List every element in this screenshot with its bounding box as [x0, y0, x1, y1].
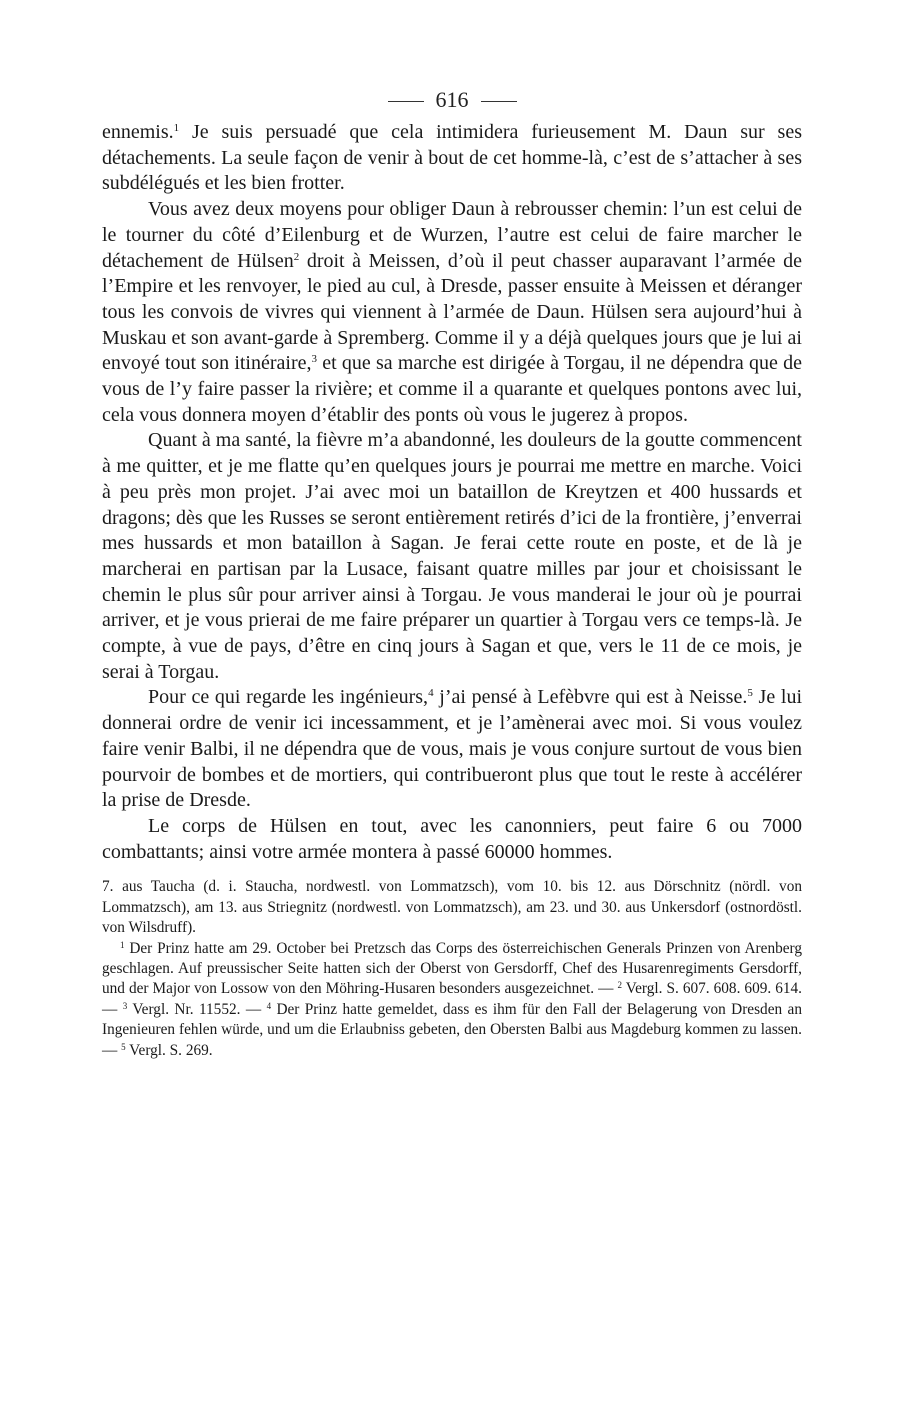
text-run: Vergl. S. 607. 608. 609. 614. —: [102, 980, 802, 1018]
text-run: Vergl. S. 269.: [125, 1041, 213, 1059]
text-run: Der Prinz hatte am 29. October bei Pretzsch das Corps des österreichischen Generals Prinzen von Arenberg geschlagen. Auf preussischer Seite hatten sich der Oberst von Gersdorff, Chef des Husarenregiments Gersdorff, und der Major von Lossow von den Möhring-Husaren besonders ausgezeichnet. —: [102, 939, 802, 998]
footnote-marker: 1: [120, 939, 125, 950]
text-run: Je suis persuadé que cela intimidera furieusement M. Daun sur ses détachements. La seule façon de venir à bout de cet homme-là, c’est de s’attacher à ses subdélégués et les bien frotter.: [102, 121, 802, 195]
footnote-marker: 5: [121, 1041, 126, 1052]
header-dash-left: [388, 101, 424, 102]
footnote-marker: 4: [428, 687, 434, 700]
body-paragraph: [102, 685, 802, 814]
body-paragraph: [102, 814, 802, 865]
text-run: Vergl. Nr. 11552. —: [127, 1000, 267, 1018]
text-run: j’ai pensé à Lefèbvre qui est à Neisse.: [433, 686, 748, 709]
running-header: [102, 82, 802, 118]
footnote-continuation: [102, 877, 802, 938]
text-run: et que sa marche est dirigée à Torgau, il ne dépendra que de vous de l’y faire passer la rivière; et comme il a quarante et quelques pontons avec lui, cela vous donnera moyen d’établir des ponts où vous le jugerez à propos.: [102, 352, 803, 426]
text-run: Le corps de Hülsen en tout, avec les canonniers, peut faire 6 ou 7000 combattants; ainsi votre armée montera à passé 60000 hommes.: [102, 814, 802, 863]
footnote-marker: 2: [293, 250, 300, 263]
footnote-marker: 3: [311, 353, 317, 366]
body-paragraph: [102, 428, 802, 685]
text-run: Je lui donnerai ordre de venir ici incessamment, et je l’amènerai avec moi. Si vous voulez faire venir Balbi, il ne dépendra que de vous, mais je vous conjure surtout de vous bien pourvoir de bombes et de mortiers, qui contribueront plus que tout le reste à accélérer la prise de Dresde.: [102, 686, 803, 812]
footnote-marker: 5: [747, 687, 753, 700]
text-run: Pour ce qui regarde les ingénieurs,: [148, 686, 429, 709]
text-run: Quant à ma santé, la fièvre m’a abandonné, les douleurs de la goutte commencent à me quitter, et je me flatte qu’en quelques jours je pourrai me mettre en marche. Voici à peu près mon projet. J’ai avec moi un bataillon de Kreytzen et 400 hussards et dragons; dès que les Russes se seront entièrement retirés d’ici de la frontière, j’enverrai mes hussards et mon bataillon à Sagan. Je ferai cette route en poste, et de là je marcherai en partisan par la Lusace, faisant quatre milles par jour et choisissant le chemin le plus sûr pour arriver ainsi à Torgau. Je vous manderai le jour où je pourrai arriver, et je vous prierai de me faire préparer un quartier à Torgau vers ce temps-là. Je compte, à vue de pays, d’être en cinq jours à Sagan et que, vers le 11 de ce mois, je serai à Torgau.: [102, 429, 802, 683]
text-run: 7. aus Taucha (d. i. Staucha, nordwestl. von Lommatzsch), vom 10. bis 12. aus Dörschnitz (nördl. von Lommatzsch), am 13. aus Striegnitz (nordwestl. von Lommatzsch), am 23. und 30. aus Unkersdorf (ostnordöstl. von Wilsdruff).: [102, 878, 802, 937]
footnote-marker: 2: [617, 980, 622, 991]
header-dash-right: [481, 101, 517, 102]
body-paragraph: [102, 197, 802, 428]
text-run: droit à Meissen, d’où il peut chasser auparavant l’armée de l’Empire et les renvoyer, le pied au cul, à Dresde, passer ensuite à Meissen et déranger tous les convois de vivres qui viennent à l’armée de Daun. Hülsen sera aujourd’hui à Muskau et son avant-garde à Spremberg. Comme il y a déjà quelques jours que je lui ai envoyé tout son itinéraire,: [102, 249, 803, 375]
document-page: [102, 82, 802, 1061]
footnote-block: [102, 939, 802, 1061]
page-number: 616: [435, 87, 469, 112]
text-run: Vous avez deux moyens pour obliger Daun à rebrousser chemin: l’un est celui de le tourner du côté d’Eilenburg et de Wurzen, l’autre est celui de faire marcher le détachement de Hülsen: [102, 198, 802, 272]
text-run: Der Prinz hatte gemeldet, dass es ihm für den Fall der Belagerung von Dresden an Ingenieuren fehlen würde, und um die Erlaubniss gebeten, den Obersten Balbi aus Magdeburg kommen zu lassen. —: [102, 1000, 802, 1059]
footnote-marker: 4: [266, 1000, 272, 1011]
footnote-marker: 1: [173, 122, 180, 134]
text-run: ennemis.: [102, 121, 174, 143]
footnote-marker: 3: [122, 1000, 128, 1011]
letter-body: [102, 120, 802, 865]
footnotes: [102, 877, 802, 1061]
body-paragraph: [102, 120, 802, 197]
